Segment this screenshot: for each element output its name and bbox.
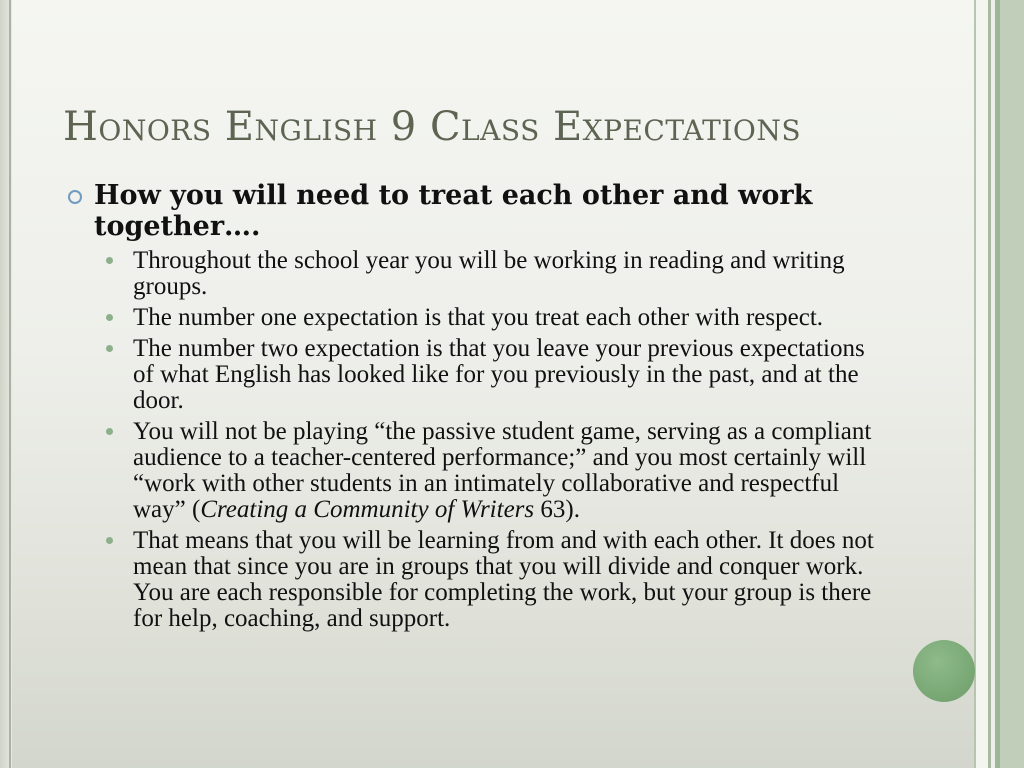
dot-bullet-icon (106, 537, 113, 544)
main-point (68, 180, 888, 242)
list-item-text: Throughout the school year you will be working in reading and writing groups. (133, 247, 845, 300)
list-item (68, 419, 888, 523)
sub-points-list (68, 248, 888, 632)
list-item-text: That means that you will be learning from and with each other. It does not mean that since you are in groups that you will divide and conquer work. You are each responsible for completing the work, but your group is there for help, coaching, and support. (133, 527, 874, 632)
slide-content (68, 180, 888, 637)
decorative-circle (913, 640, 975, 702)
list-item-text: The number two expectation is that you leave your previous expectations of what English has looked like for you previously in the past, and at the door. (133, 335, 865, 414)
list-item (68, 528, 888, 632)
list-item (68, 305, 888, 331)
list-item-text: The number one expectation is that you treat each other with respect. (133, 304, 824, 331)
list-item (68, 336, 888, 414)
citation-title: Creating a Community of Writers (200, 496, 535, 523)
quote-text: You will not be playing “the passive student game, serving as a compliant audience to a teacher-centered performance;” and you most certainly will “work with other students in an intimately collaborative and respectful way” ( (133, 418, 872, 523)
slide-title: Honors English 9 Class Expectations (63, 104, 802, 150)
list-item-text (133, 419, 878, 523)
citation-page: 63). (534, 496, 580, 523)
main-point-text: How you will need to treat each other and work together…. (94, 180, 813, 242)
right-stripes-decoration (974, 0, 1024, 768)
dot-bullet-icon (106, 257, 113, 264)
ring-bullet-icon (68, 190, 82, 204)
list-item (68, 248, 888, 300)
dot-bullet-icon (106, 345, 113, 352)
dot-bullet-icon (106, 314, 113, 321)
dot-bullet-icon (106, 428, 113, 435)
left-border-decoration (0, 0, 12, 768)
